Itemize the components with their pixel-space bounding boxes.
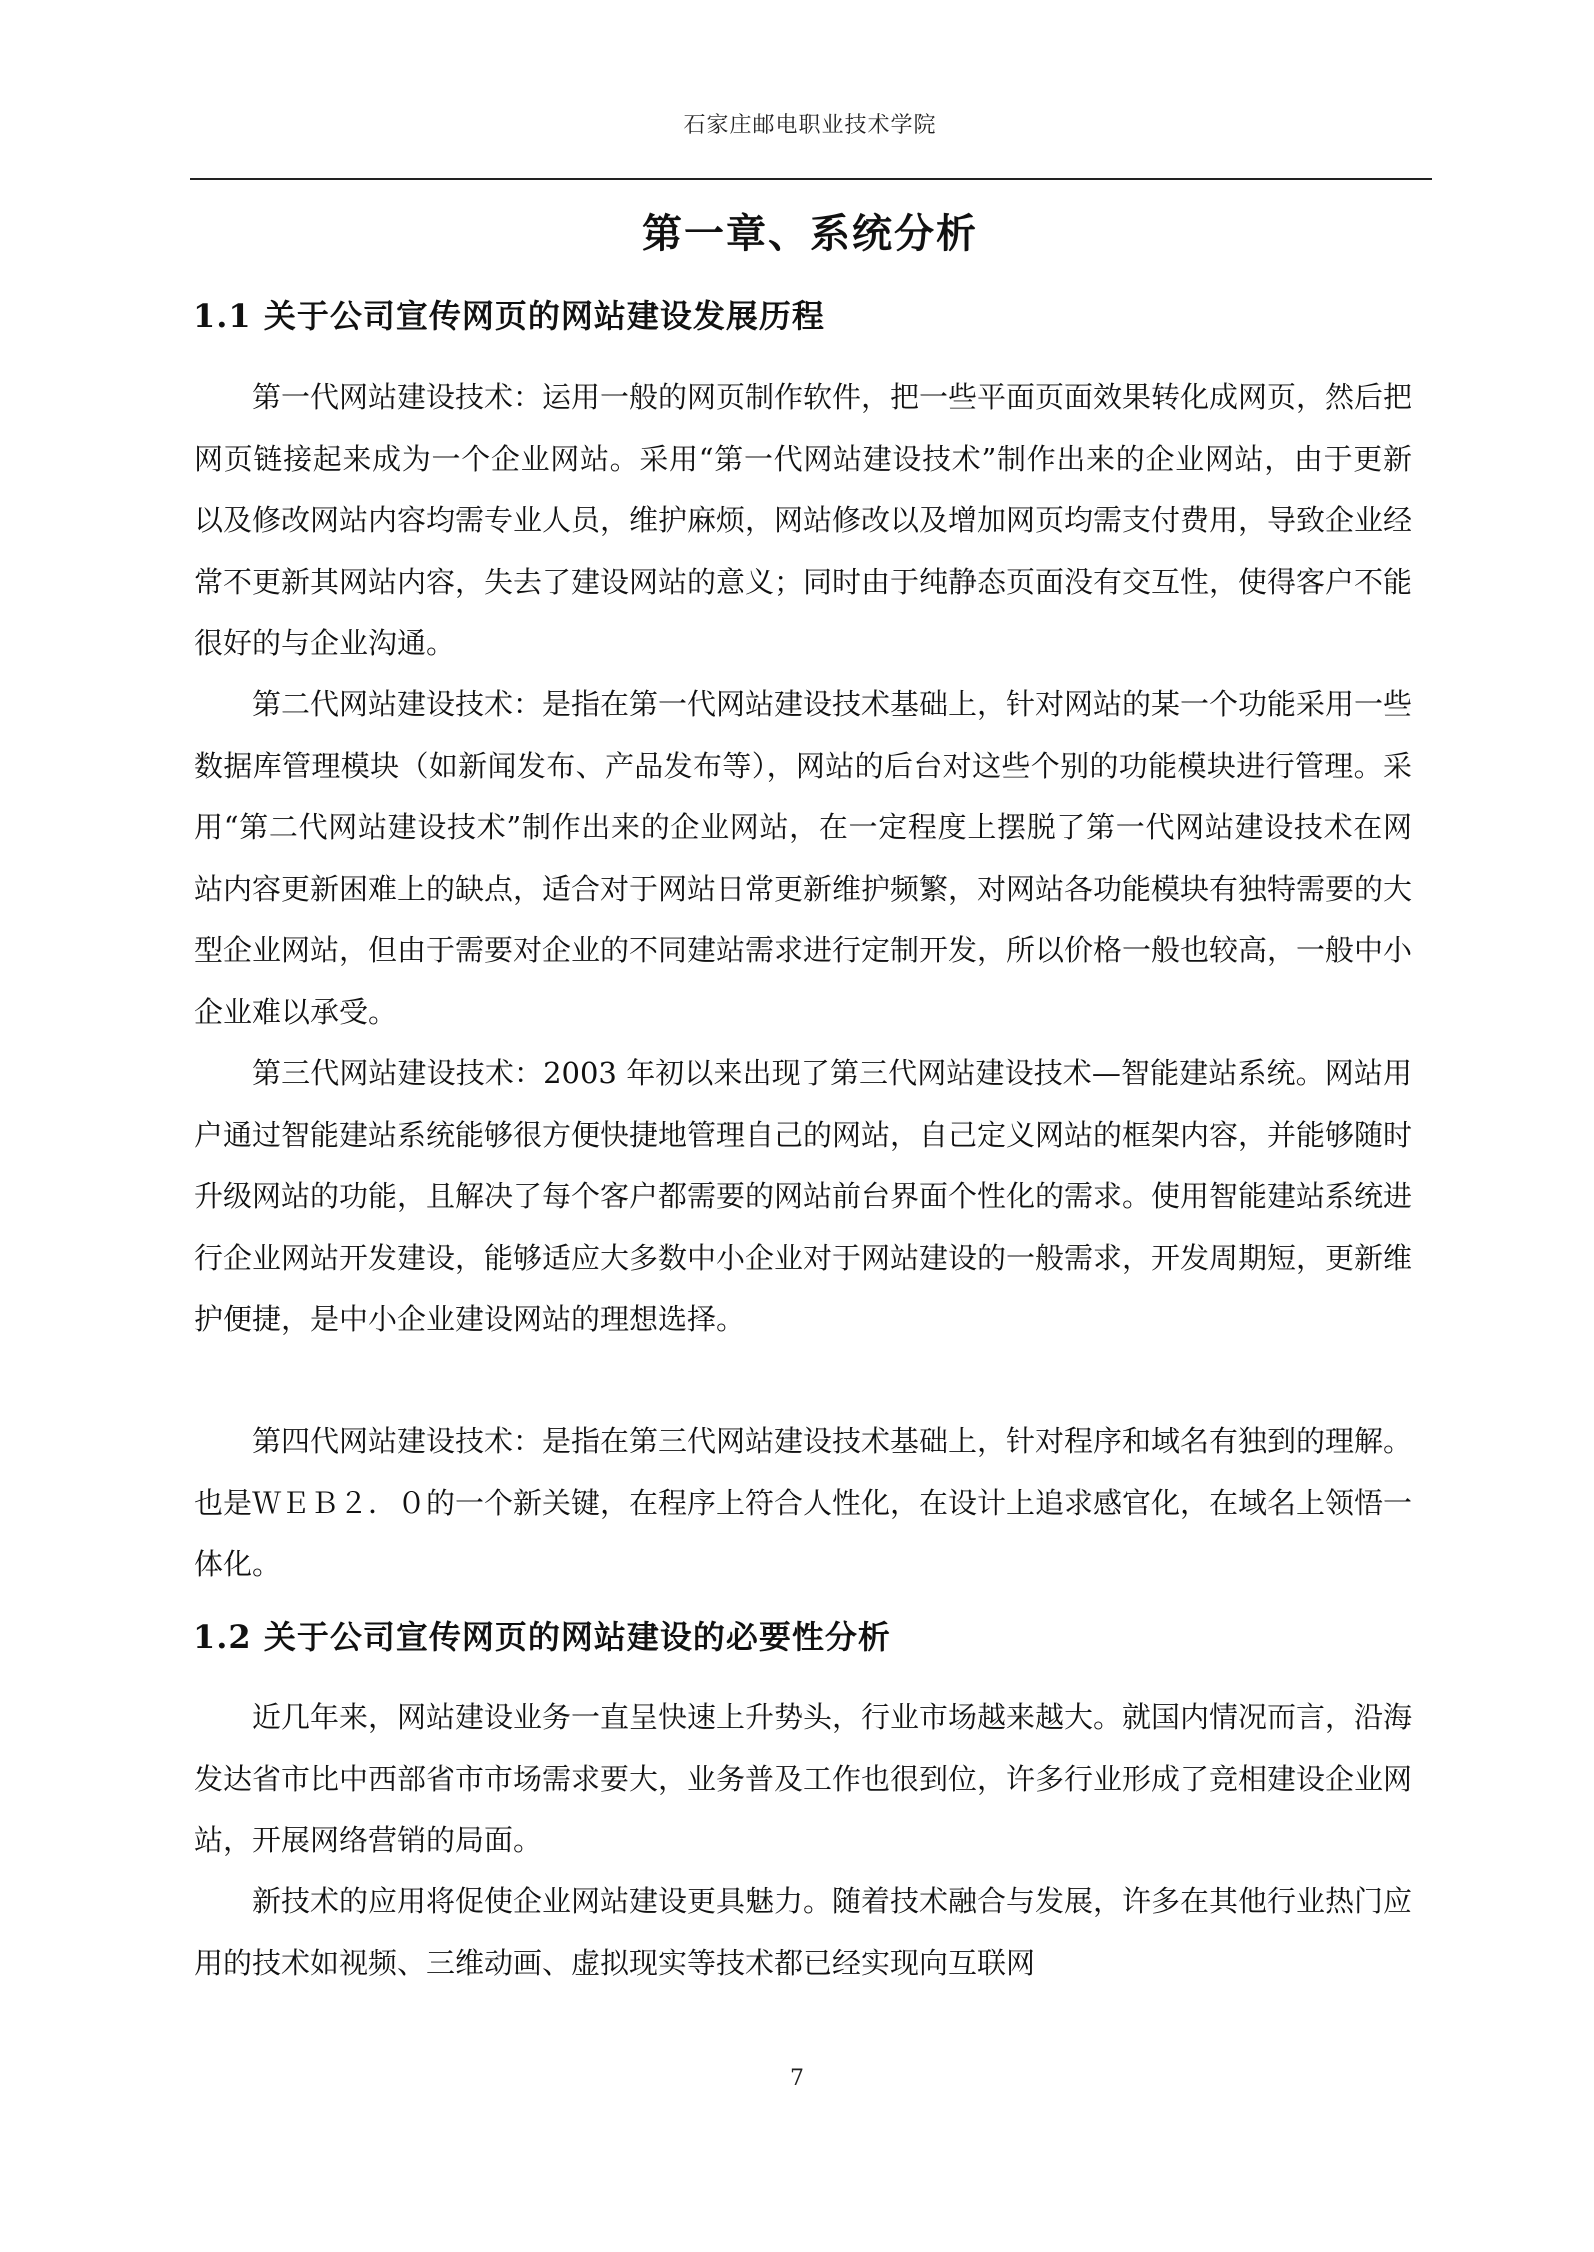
paragraph-1-2-market: 近几年来，网站建设业务一直呈快速上升势头，行业市场越来越大。就国内情况而言，沿海发达省市比中西部省市市场需求要大，业务普及工作也很到位，许多行业形成了竞相建设企业网站，开展网络营销的局面。 [194, 1700, 1413, 1857]
running-header: 石家庄邮电职业技术学院 [683, 113, 937, 138]
chapter-title: 第一章、系统分析 [642, 210, 978, 257]
paragraph-1-2-new-tech: 新技术的应用将促使企业网站建设更具魅力。随着技术融合与发展，许多在其他行业热门应用的技术如视频、三维动画、虚拟现实等技术都已经实现向互联网 [194, 1884, 1413, 1980]
section-heading-1-1: 1.1 关于公司宣传网页的网站建设发展历程 [193, 297, 825, 335]
header-rule [190, 178, 1432, 180]
section-heading-1-2: 1.2 关于公司宣传网页的网站建设的必要性分析 [193, 1618, 891, 1656]
paragraph-1-1-third-gen: 第三代网站建设技术：2003 年初以来出现了第三代网站建设技术—智能建站系统。网站用户通过智能建站系统能够很方便快捷地管理自己的网站，自己定义网站的框架内容，并能够随时升级网站的功能，且解决了每个客户都需要的网站前台界面个性化的需求。使用智能建站系统进行企业网站开发建设，能够适应大多数中小企业对于网站建设的一般需求，开发周期短，更新维护便捷，是中小企业建设网站的理想选择。 [194, 1056, 1413, 1336]
paragraph-1-1-second-gen: 第二代网站建设技术：是指在第一代网站建设技术基础上，针对网站的某一个功能采用一些数据库管理模块（如新闻发布、产品发布等），网站的后台对这些个别的功能模块进行管理。采用“第二代网站建设技术”制作出来的企业网站，在一定程度上摆脱了第一代网站建设技术在网站内容更新困难上的缺点，适合对于网站日常更新维护频繁，对网站各功能模块有独特需要的大型企业网站，但由于需要对企业的不同建站需求进行定制开发，所以价格一般也较高，一般中小企业难以承受。 [194, 687, 1413, 1029]
paragraph-1-1-fourth-gen: 第四代网站建设技术：是指在第三代网站建设技术基础上，针对程序和域名有独到的理解。也是ＷＥＢ２．０的一个新关键，在程序上符合人性化，在设计上追求感官化，在域名上领悟一体化。 [194, 1424, 1413, 1581]
page-number: 7 [790, 2066, 804, 2091]
paragraph-1-1-first-gen: 第一代网站建设技术：运用一般的网页制作软件，把一些平面页面效果转化成网页，然后把网页链接起来成为一个企业网站。采用“第一代网站建设技术”制作出来的企业网站，由于更新以及修改网站内容均需专业人员，维护麻烦，网站修改以及增加网页均需支付费用，导致企业经常不更新其网站内容，失去了建设网站的意义；同时由于纯静态页面没有交互性，使得客户不能很好的与企业沟通。 [194, 380, 1413, 660]
